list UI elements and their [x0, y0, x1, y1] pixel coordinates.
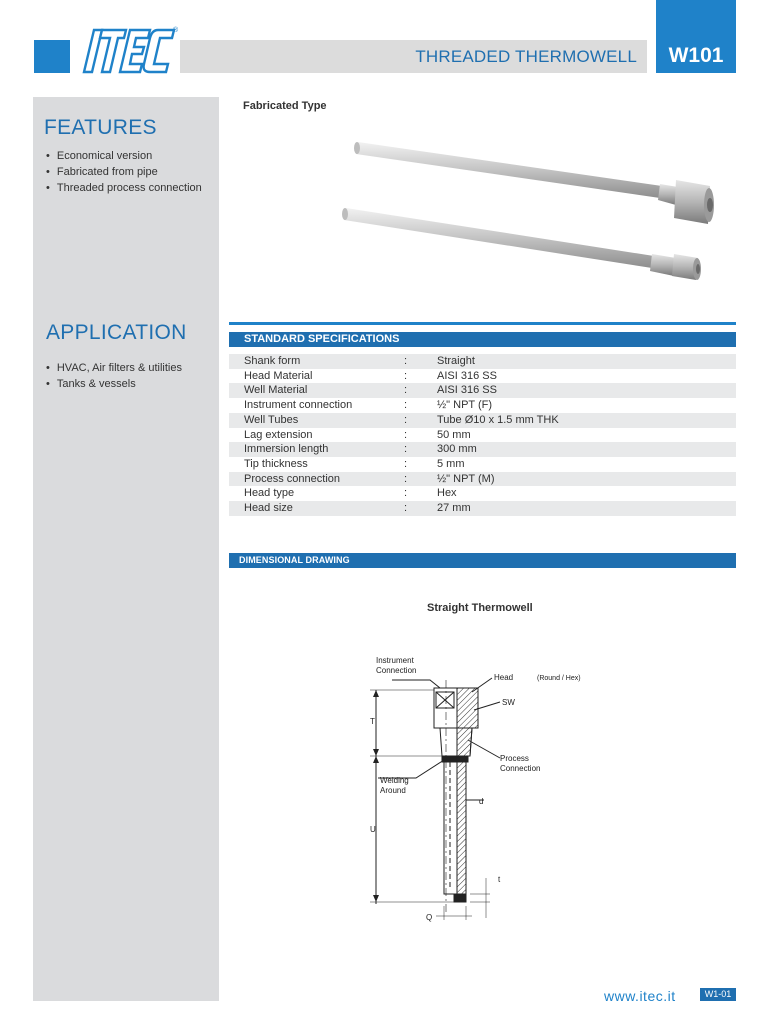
- label-t-upper: T: [370, 717, 375, 726]
- spec-value: ½" NPT (F): [437, 399, 493, 412]
- spec-separator: :: [404, 443, 408, 456]
- spec-key: Immersion length: [244, 443, 329, 456]
- spec-value: Hex: [437, 487, 457, 500]
- spec-separator: :: [404, 502, 408, 515]
- spec-table: [229, 354, 736, 516]
- spec-separator: :: [404, 384, 408, 397]
- spec-key: Lag extension: [244, 428, 313, 441]
- feature-item: • Threaded process connection: [46, 180, 218, 196]
- label-sw: SW: [502, 698, 515, 707]
- spec-value: 300 mm: [437, 443, 477, 456]
- label-q: Q: [426, 913, 433, 922]
- footer-url[interactable]: www.itec.it: [604, 988, 676, 1004]
- spec-value: Tube Ø10 x 1.5 mm THK: [437, 413, 559, 426]
- spec-separator: :: [404, 487, 408, 500]
- drawing-title: Straight Thermowell: [427, 602, 533, 614]
- spec-row: [229, 383, 736, 398]
- spec-key: Head size: [244, 502, 293, 515]
- spec-value: 50 mm: [437, 428, 471, 441]
- spec-section-title: STANDARD SPECIFICATIONS: [229, 332, 736, 347]
- spec-separator: :: [404, 413, 408, 426]
- spec-row: [229, 413, 736, 428]
- spec-separator: :: [404, 399, 408, 412]
- itec-logo: [80, 20, 180, 78]
- spec-key: Well Material: [244, 384, 308, 397]
- spec-key: Shank form: [244, 355, 301, 367]
- spec-row: [229, 369, 736, 384]
- label-instrument-connection-2: Connection: [376, 666, 417, 675]
- spec-value: Straight: [437, 355, 475, 367]
- logo-text-hidden: [80, 20, 81, 21]
- spec-row: [229, 428, 736, 443]
- spec-key: Well Tubes: [244, 413, 299, 426]
- feature-item: • Economical version: [46, 148, 218, 164]
- spec-key: Head Material: [244, 369, 313, 382]
- label-welding-2: Around: [380, 786, 406, 795]
- label-instrument-connection: Instrument: [376, 656, 414, 665]
- application-title: APPLICATION: [46, 321, 187, 344]
- spec-key: Tip thickness: [244, 457, 308, 470]
- label-d: d: [479, 797, 484, 806]
- spec-row: [229, 354, 736, 369]
- drawing-section-title: DIMENSIONAL DRAWING: [229, 553, 736, 568]
- spec-row: [229, 457, 736, 472]
- label-process-connection-2: Connection: [500, 764, 541, 773]
- spec-divider: [229, 322, 736, 325]
- application-item: • Tanks & vessels: [46, 376, 218, 392]
- spec-row: [229, 486, 736, 501]
- label-welding: Welding: [380, 776, 409, 785]
- label-process-connection: Process: [500, 754, 529, 763]
- label-t-lower: t: [498, 875, 501, 884]
- application-item: • HVAC, Air filters & utilities: [46, 360, 218, 376]
- spec-separator: :: [404, 369, 408, 382]
- spec-row: [229, 442, 736, 457]
- spec-separator: :: [404, 457, 408, 470]
- features-list: [46, 148, 218, 196]
- label-head: Head: [494, 673, 514, 682]
- spec-key: Head type: [244, 487, 295, 500]
- spec-value: 5 mm: [437, 457, 465, 470]
- label-u: U: [370, 825, 376, 834]
- spec-value: ½" NPT (M): [437, 472, 495, 485]
- spec-value: AISI 316 SS: [437, 369, 497, 382]
- sidebar: [33, 97, 219, 1001]
- label-head-type: (Round / Hex): [537, 675, 581, 682]
- spec-key: Process connection: [244, 472, 340, 485]
- logo-square: [34, 40, 70, 73]
- product-photo: [340, 128, 720, 288]
- photo-label: Fabricated Type: [243, 100, 327, 112]
- dimensional-drawing: [360, 650, 620, 930]
- features-title: FEATURES: [44, 116, 157, 139]
- spec-value: 27 mm: [437, 502, 471, 515]
- spec-separator: :: [404, 472, 408, 485]
- spec-separator: :: [404, 428, 408, 441]
- thermowell-long: [354, 142, 714, 224]
- application-list: [46, 360, 218, 392]
- page-title: THREADED THERMOWELL: [415, 47, 637, 66]
- spec-separator: :: [404, 355, 408, 367]
- thermowell-short: [342, 208, 701, 280]
- spec-key: Instrument connection: [244, 399, 353, 412]
- product-code-badge: W101: [656, 0, 736, 73]
- footer-page-code: W1-01: [700, 988, 736, 1001]
- spec-row: [229, 398, 736, 413]
- svg-text:®: ®: [173, 27, 179, 34]
- spec-row: [229, 472, 736, 487]
- spec-row: [229, 501, 736, 516]
- feature-item: • Fabricated from pipe: [46, 164, 218, 180]
- spec-value: AISI 316 SS: [437, 384, 497, 397]
